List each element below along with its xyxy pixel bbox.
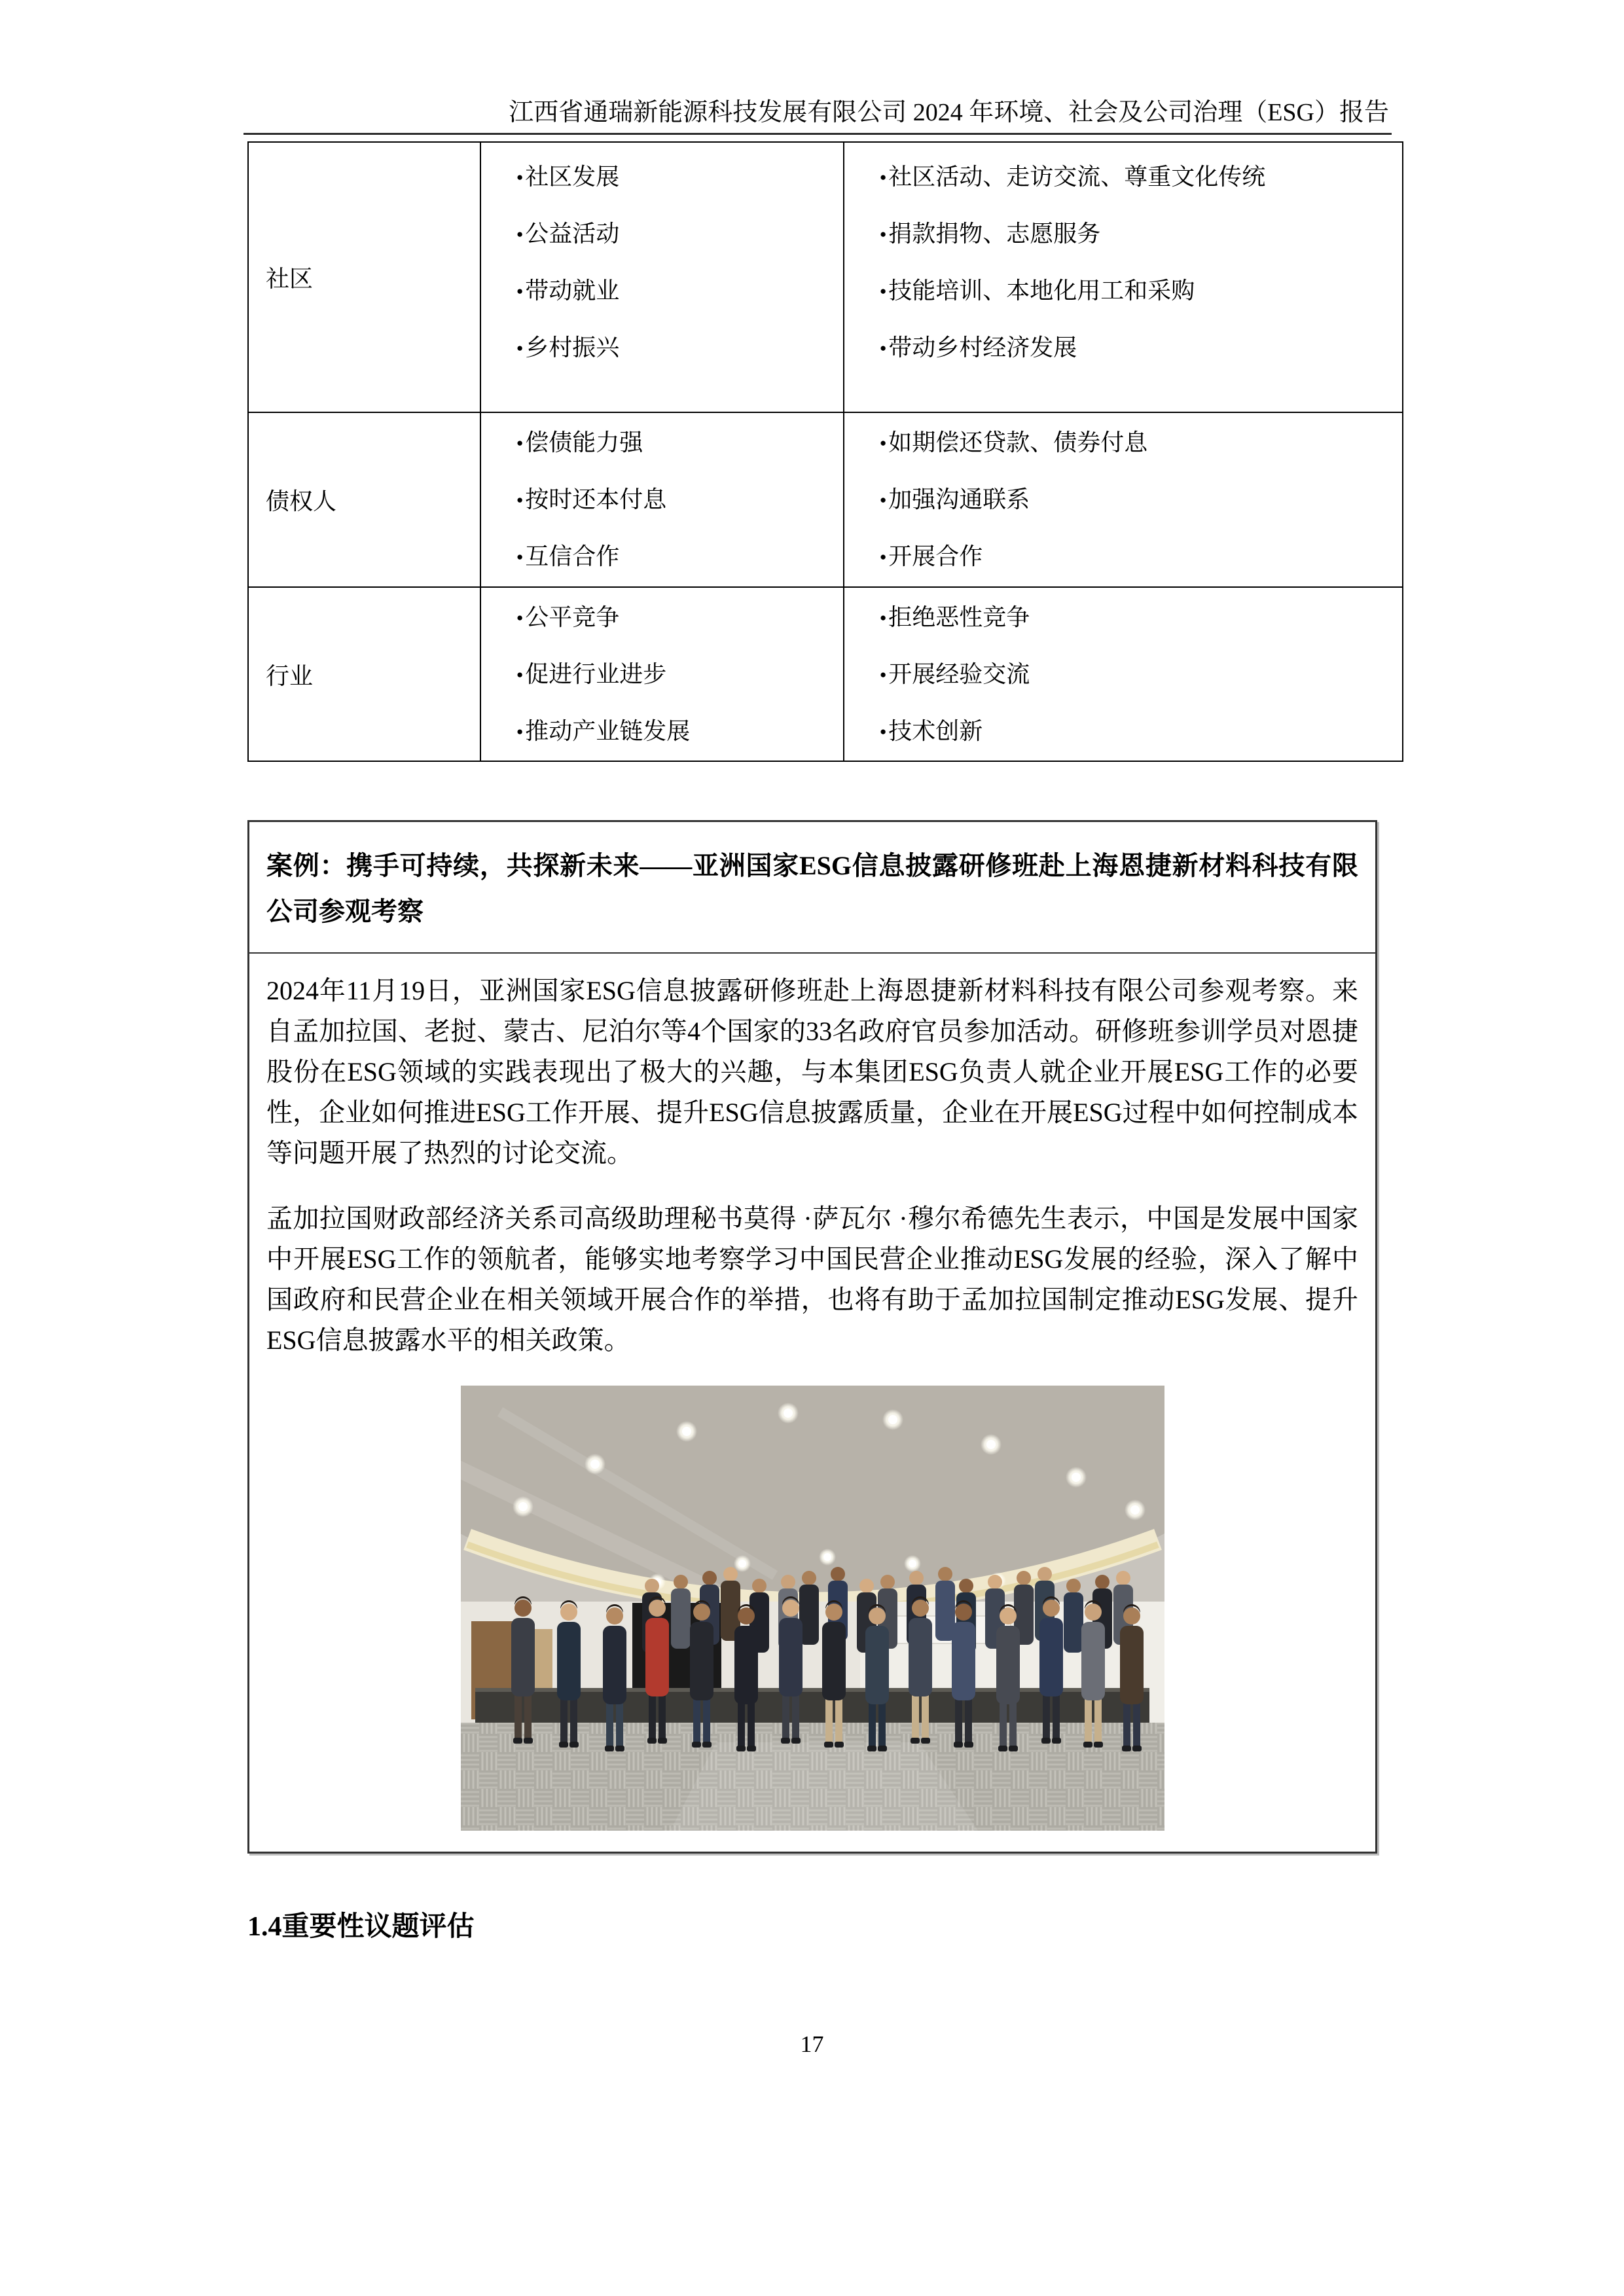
list-item-label: 公平竞争 [525, 603, 620, 630]
expectations-list [481, 149, 843, 406]
stakeholder-cell: 社区 [248, 142, 480, 412]
case-study-title: 案例：携手可持续，共探新未来——亚洲国家ESG信息披露研修班赴上海恩捷新材料科技有限公司参观考察 [249, 822, 1375, 954]
table-row [248, 587, 1403, 761]
list-item [516, 528, 843, 585]
bullet-icon: ● [880, 341, 887, 354]
bullet-icon: ● [516, 550, 524, 563]
bullet-icon: ● [516, 227, 524, 240]
bullet-icon: ● [880, 725, 887, 738]
list-item [880, 471, 1402, 528]
list-item [880, 262, 1402, 319]
list-item [516, 646, 843, 703]
bullet-icon: ● [880, 170, 887, 183]
responses-cell [844, 412, 1403, 587]
stakeholder-cell: 行业 [248, 587, 480, 761]
list-item [880, 149, 1402, 206]
list-item-label: 如期偿还贷款、债券付息 [888, 429, 1148, 456]
case-paragraph: 孟加拉国财政部经济关系司高级助理秘书莫得 ·萨瓦尔 ·穆尔希德先生表示，中国是发展中国家中开展ESG工作的领航者，能够实地考察学习中国民营企业推动ESG发展的经验，深入了解中国政府和民营企业在相关领域开展合作的举措，也将有助于孟加拉国制定推动ESG发展、提升ESG信息披露水平的相关政策。 [266, 1204, 1358, 1355]
responses-list [844, 149, 1402, 406]
list-item-label: 开展经验交流 [888, 660, 1030, 687]
case-study-box [247, 820, 1377, 1854]
bullet-icon: ● [880, 668, 887, 681]
bullet-icon: ● [516, 493, 524, 506]
list-item [880, 414, 1402, 471]
list-item-label: 技术创新 [888, 717, 983, 744]
list-item-label: 社区活动、走访交流、尊重文化传统 [888, 163, 1266, 190]
bullet-icon: ● [516, 437, 524, 449]
list-item-label: 互信合作 [525, 543, 620, 569]
list-item-label: 带动乡村经济发展 [888, 334, 1077, 361]
list-item-label: 按时还本付息 [525, 486, 667, 512]
stakeholder-table [247, 141, 1403, 762]
expectations-cell [480, 142, 844, 412]
page-header-title: 江西省通瑞新能源科技发展有限公司 2024 年环境、社会及公司治理（ESG）报告 [509, 99, 1389, 126]
list-item-label: 乡村振兴 [525, 334, 620, 361]
bullet-icon: ● [516, 341, 524, 354]
table-row [248, 142, 1403, 412]
bullet-icon: ● [516, 611, 524, 624]
list-item-label: 技能培训、本地化用工和采购 [888, 277, 1195, 304]
responses-list [844, 414, 1402, 585]
expectations-list [481, 589, 843, 760]
list-item [516, 262, 843, 319]
list-item [880, 703, 1402, 760]
bullet-icon: ● [880, 437, 887, 449]
bullet-icon: ● [880, 284, 887, 297]
bullet-icon: ● [516, 725, 524, 738]
list-item [880, 589, 1402, 646]
list-item [516, 206, 843, 262]
expectations-list [481, 414, 843, 585]
list-item [516, 471, 843, 528]
case-paragraph: 2024年11月19日，亚洲国家ESG信息披露研修班赴上海恩捷新材料科技有限公司参观考察。来自孟加拉国、老挝、蒙古、尼泊尔等4个国家的33名政府官员参加活动。研修班参训学员对恩捷股份在ESG领域的实践表现出了极大的兴趣，与本集团ESG负责人就企业开展ESG工作的必要性，企业如何推进ESG工作开展、提升ESG信息披露质量，企业在开展ESG过程中如何控制成本等问题开展了热烈的讨论交流。 [266, 976, 1358, 1168]
expectations-cell [480, 412, 844, 587]
list-item-label: 推动产业链发展 [525, 717, 691, 744]
bullet-icon: ● [880, 550, 887, 563]
list-item [880, 319, 1402, 376]
list-item-label: 捐款捐物、志愿服务 [888, 220, 1101, 247]
responses-cell [844, 587, 1403, 761]
header-rule [244, 133, 1392, 135]
list-item-label: 开展合作 [888, 543, 983, 569]
table-row [248, 412, 1403, 587]
responses-cell [844, 142, 1403, 412]
list-item [516, 414, 843, 471]
bullet-icon: ● [516, 668, 524, 681]
case-study-body [249, 954, 1375, 1831]
list-item-label: 偿债能力强 [525, 429, 643, 456]
bullet-icon: ● [880, 227, 887, 240]
list-item [516, 319, 843, 376]
bullet-icon: ● [516, 284, 524, 297]
list-item-label: 带动就业 [525, 277, 620, 304]
list-item [880, 206, 1402, 262]
list-item [516, 703, 843, 760]
list-item-label: 公益活动 [525, 220, 620, 247]
bullet-icon: ● [516, 170, 524, 183]
page-number: 17 [800, 2031, 824, 2057]
bullet-icon: ● [880, 611, 887, 624]
section-heading: 1.4重要性议题评估 [247, 1912, 475, 1942]
list-item [516, 149, 843, 206]
list-item-label: 社区发展 [525, 163, 620, 190]
expectations-cell [480, 587, 844, 761]
stakeholder-cell: 债权人 [248, 412, 480, 587]
list-item-label: 拒绝恶性竞争 [888, 603, 1030, 630]
list-item [880, 646, 1402, 703]
list-item [516, 589, 843, 646]
list-item-label: 促进行业进步 [525, 660, 667, 687]
bullet-icon: ● [880, 493, 887, 506]
responses-list [844, 589, 1402, 760]
list-item-label: 加强沟通联系 [888, 486, 1030, 512]
list-item [880, 528, 1402, 585]
group-photo [461, 1386, 1164, 1831]
